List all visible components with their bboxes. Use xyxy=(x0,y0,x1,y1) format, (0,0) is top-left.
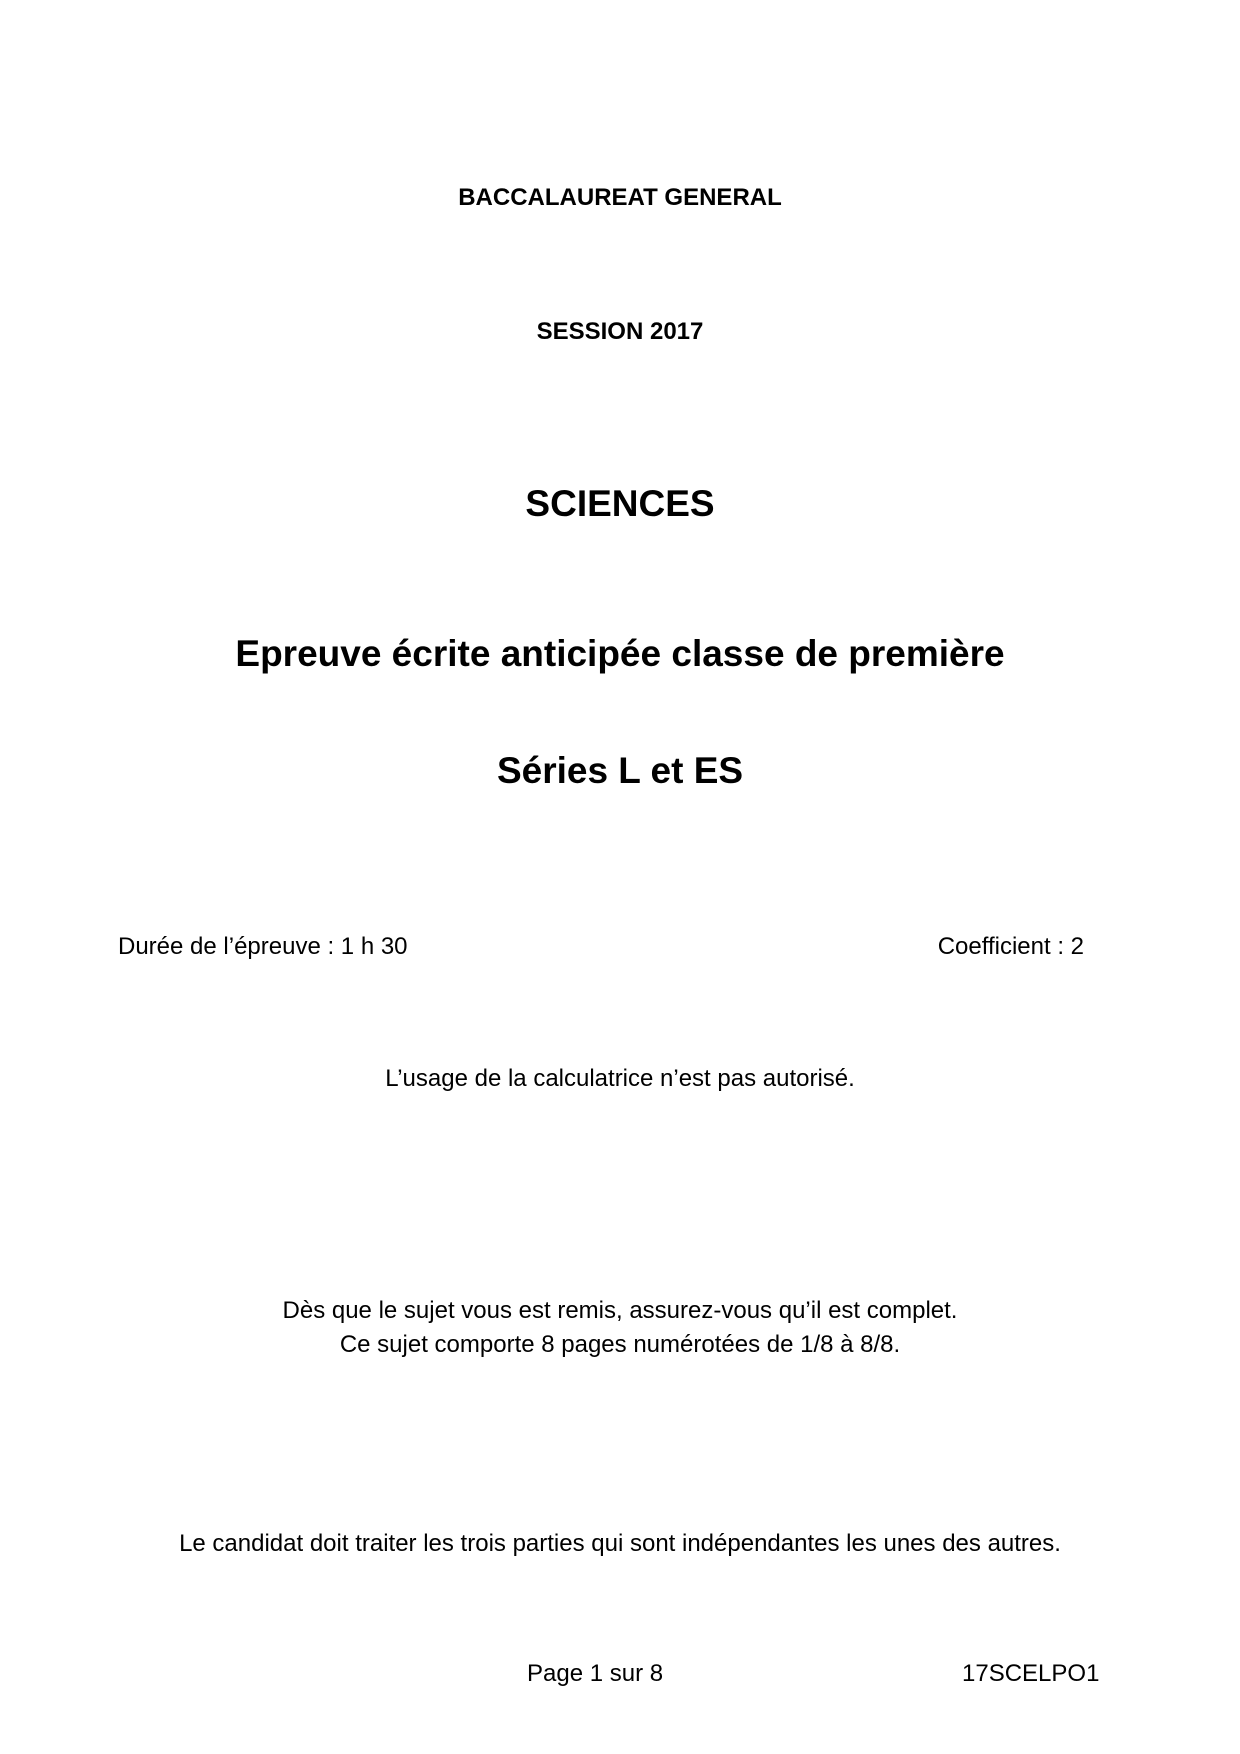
subject-title: SCIENCES xyxy=(525,483,715,524)
duration-text: Durée de l’épreuve : 1 h 30 xyxy=(118,933,408,960)
completeness-notice: Dès que le sujet vous est remis, assurez-vous qu’il est complet. xyxy=(282,1297,958,1324)
session-label: SESSION 2017 xyxy=(536,318,704,345)
document-code: 17SCELPO1 xyxy=(962,1660,1100,1687)
candidate-instruction: Le candidat doit traiter les trois parties qui sont indépendantes les unes des autres. xyxy=(179,1530,1061,1557)
epreuve-title: Epreuve écrite anticipée classe de première xyxy=(235,633,1005,674)
coefficient-text: Coefficient : 2 xyxy=(937,933,1084,960)
page-count-notice: Ce sujet comporte 8 pages numérotées de 1/8 à 8/8. xyxy=(339,1331,901,1358)
series-title: Séries L et ES xyxy=(496,750,744,791)
page-number: Page 1 sur 8 xyxy=(527,1660,664,1687)
exam-name: BACCALAUREAT GENERAL xyxy=(458,184,782,211)
calculator-notice: L’usage de la calculatrice n’est pas autorisé. xyxy=(385,1065,855,1092)
